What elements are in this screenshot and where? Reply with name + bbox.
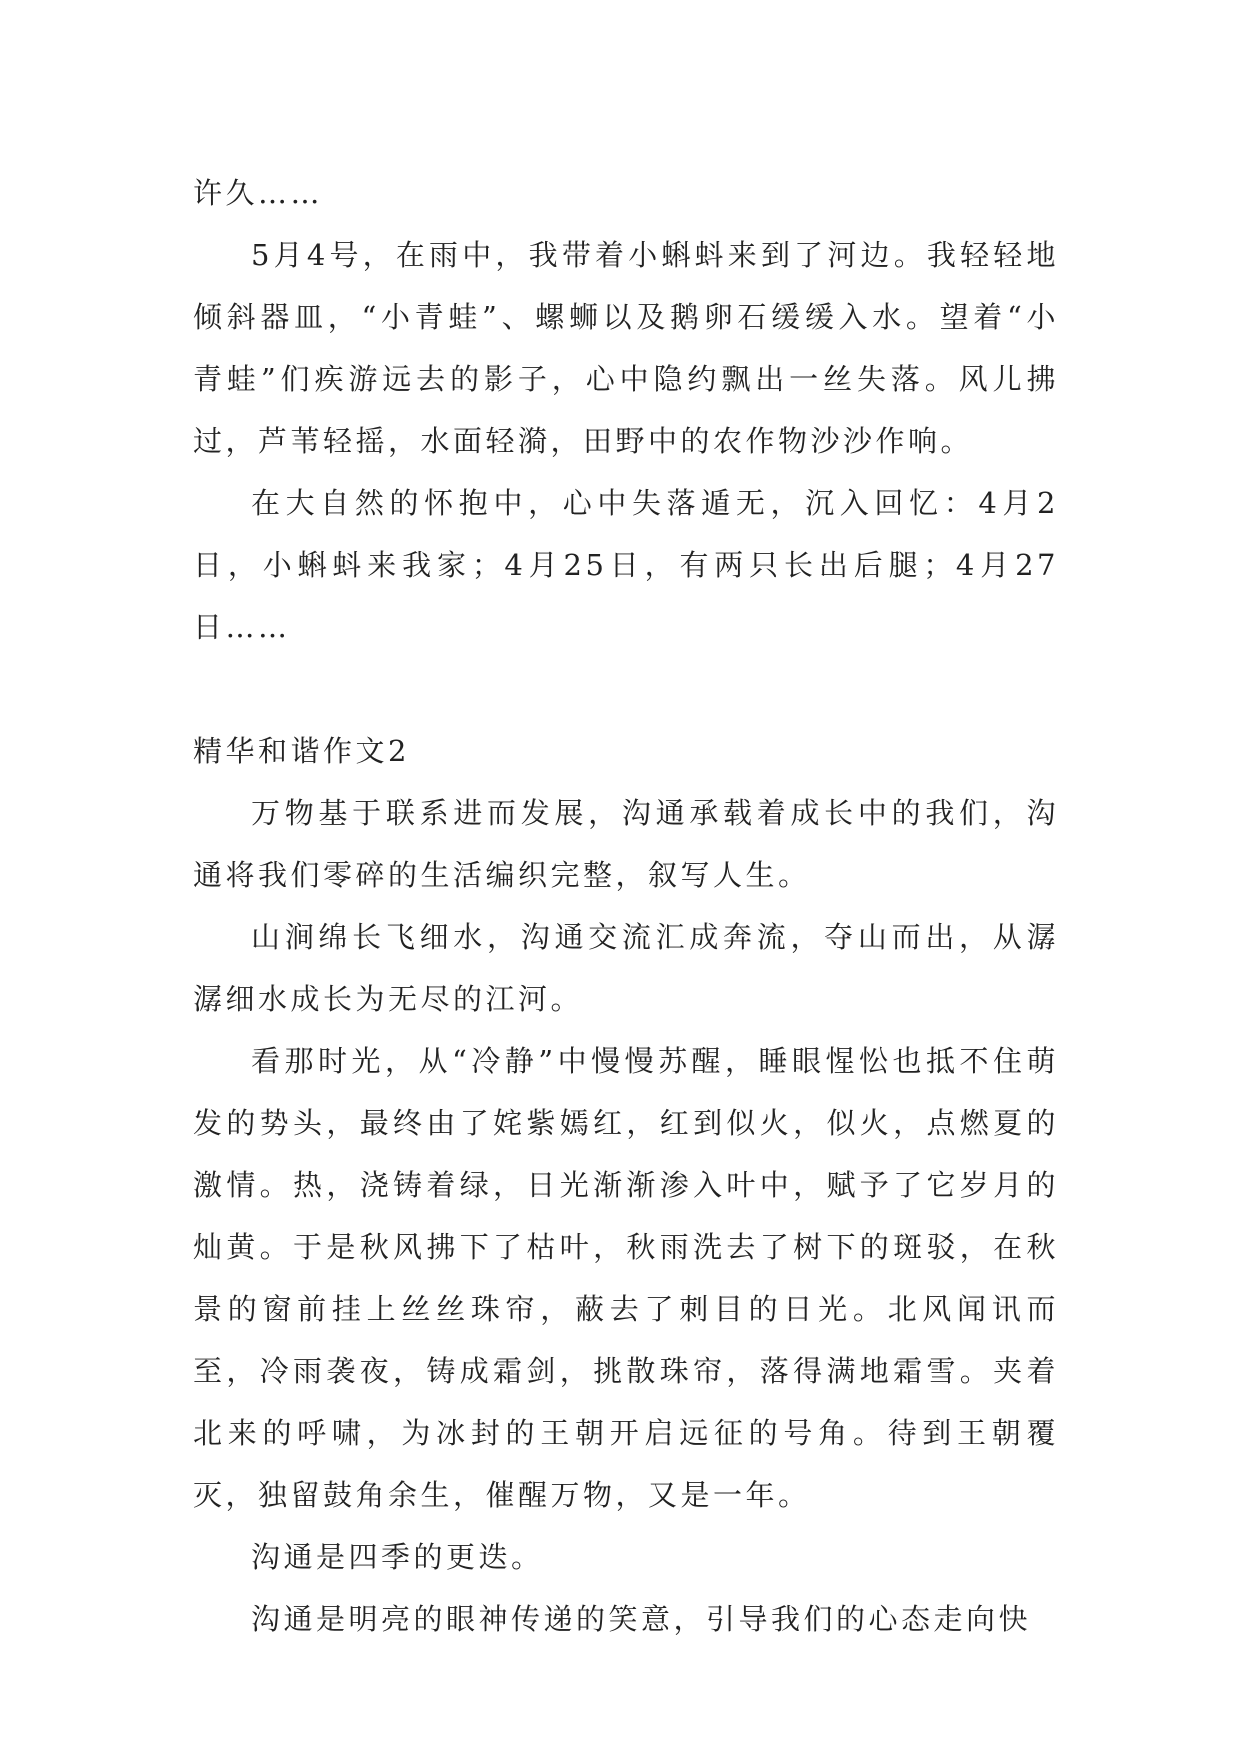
- paragraph-seasons: 看那时光，从“冷静”中慢慢苏醒，睡眼惺忪也抵不住萌发的势头，最终由了姹紫嫣红，红到似火，似火，点燃夏的激情。热，浇铸着绿，日光渐渐渗入叶中，赋予了它岁月的灿黄。于是秋风拂下了枯叶，秋雨洗去了树下的斑驳，在秋景的窗前挂上丝丝珠帘，蔽去了刺目的日光。北风闻讯而至，冷雨袭夜，铸成霜剑，挑散珠帘，落得满地霜雪。夹着北来的呼啸，为冰封的王朝开启远征的号角。待到王朝覆灭，独留鼓角余生，催醒万物，又是一年。: [193, 1044, 1059, 1512]
- paragraph-mountain-stream: 山涧绵长飞细水，沟通交流汇成奔流，夺山而出，从潺潺细水成长为无尽的江河。: [193, 920, 1059, 1016]
- paragraph-seasons-summary: 沟通是四季的更迭。: [251, 1540, 544, 1574]
- paragraph-release-tadpoles: 5月4号，在雨中，我带着小蝌蚪来到了河边。我轻轻地倾斜器皿，“小青蛙”、螺蛳以及鹅卵石缓缓入水。望着“小青蛙”们疾游远去的影子，心中隐约飘出一丝失落。风儿拂过，芦苇轻摇，水面轻漪，田野中的农作物沙沙作响。: [193, 238, 1059, 458]
- section-title: 精华和谐作文2: [193, 734, 410, 768]
- paragraph-continuation: 许久……: [193, 176, 324, 210]
- paragraph-communication-growth: 万物基于联系进而发展，沟通承载着成长中的我们，沟通将我们零碎的生活编织完整，叙写人生。: [193, 796, 1059, 892]
- paragraph-memories: 在大自然的怀抱中，心中失落遁无，沉入回忆：4月2日，小蝌蚪来我家；4月25日，有两只长出后腿；4月27日……: [193, 486, 1059, 644]
- paragraph-eyes-smile: 沟通是明亮的眼神传递的笑意，引导我们的心态走向快: [251, 1602, 1032, 1636]
- document-body: [193, 162, 1059, 1650]
